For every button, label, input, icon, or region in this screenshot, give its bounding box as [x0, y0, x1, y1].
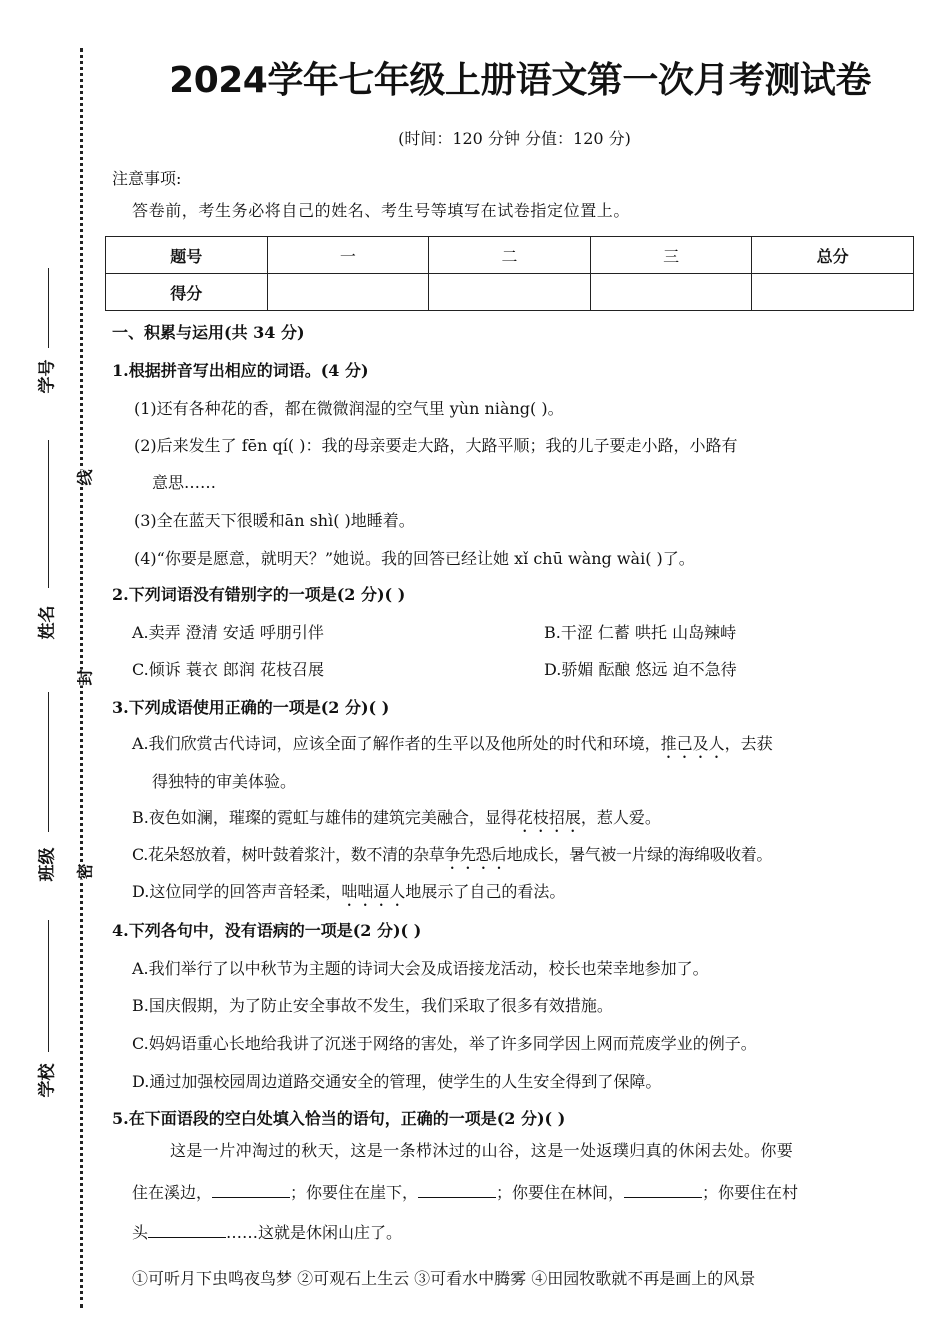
q5-p3-text-a: 头 [132, 1223, 149, 1242]
q5-passage-line-3 [132, 1220, 402, 1243]
notice-text: 答卷前，考生务必将自己的姓名、考生号等填写在试卷指定位置上。 [132, 201, 631, 220]
q3-b-text-1: B.夜色如澜，璀璨的霓虹与雄伟的建筑完美融合，显得 [132, 808, 517, 827]
q5-passage-line-1: 这是一片冲淘过的秋天，这是一条栉沐过的山谷，这是一处返璞归真的休闲去处。你要 [170, 1141, 794, 1160]
q3-option-b[interactable] [132, 805, 661, 836]
q1-item-3: (3)全在蓝天下很暖和ān shì( )地睡着。 [134, 511, 415, 530]
score-table [105, 236, 914, 311]
cell-question-number: 题号 [106, 237, 268, 274]
q1-stem: 1.根据拼音写出相应的词语。(4 分) [112, 361, 369, 380]
q3-b-idiom: 花枝招展 [516, 808, 581, 827]
q3-option-a[interactable] [132, 731, 773, 762]
cell-total: 总分 [752, 237, 914, 274]
q3-d-text-1: D.这位同学的回答声音轻柔， [132, 882, 342, 901]
q3-c-text-2: 地成长，暑气被一片绿的海绵吸收着。 [506, 845, 772, 864]
q5-p2-text-a: 住在溪边， [132, 1183, 213, 1202]
q5-p2-text-c: ；你要住在林间， [496, 1183, 625, 1202]
q3-c-text-1: C.花朵怒放着，树叶鼓着浆汁，数不清的杂草 [132, 845, 445, 864]
school-label: 学校 [37, 1063, 58, 1098]
cell-part-3: 三 [590, 237, 752, 274]
q3-option-c[interactable] [132, 842, 772, 873]
exam-title: 2024学年七年级上册语文第一次月考测试卷 [169, 60, 871, 101]
q2-stem: 2.下列词语没有错别字的一项是(2 分)( ) [112, 585, 406, 604]
name-line[interactable] [48, 440, 49, 588]
q4-option-c[interactable]: C.妈妈语重心长地给我讲了沉迷于网络的害处，举了许多同学因上网而荒废学业的例子。 [132, 1034, 757, 1053]
q2-option-b[interactable]: B.干涩 仁蓄 哄托 山岛辣峙 [544, 623, 737, 642]
score-input-part-3[interactable] [590, 274, 752, 311]
q4-option-a[interactable]: A.我们举行了以中秋节为主题的诗词大会及成语接龙活动，校长也荣幸地参加了。 [132, 959, 709, 978]
q5-stem: 5.在下面语段的空白处填入恰当的语句，正确的一项是(2 分)( ) [112, 1109, 566, 1128]
q3-a-text-1: A.我们欣赏古代诗词，应该全面了解作者的生平以及他所处的时代和环境， [132, 734, 661, 753]
section-1-title: 一、积累与运用(共 34 分) [112, 323, 305, 342]
q3-a-idiom: 推己及人 [660, 734, 725, 753]
q5-p2-text-d: ；你要住在村 [702, 1183, 799, 1202]
seal-char-line: 线 [71, 469, 98, 485]
school-line[interactable] [48, 920, 49, 1052]
q1-item-4: (4)“你要是愿意，就明天？”她说。我的回答已经让她 xǐ chū wàng wài( )了。 [134, 549, 695, 568]
q3-d-idiom: 咄咄逼人 [341, 882, 406, 901]
q2-option-d[interactable]: D.骄媚 酝酿 悠远 迫不急待 [544, 660, 737, 679]
notice-label: 注意事项: [112, 169, 182, 188]
score-input-total[interactable] [752, 274, 914, 311]
q3-c-idiom: 争先恐后 [444, 845, 507, 864]
q3-d-text-2: 地展示了自己的看法。 [405, 882, 566, 901]
q5-blank-4[interactable] [148, 1223, 226, 1238]
q3-option-a-cont: 得独特的审美体验。 [152, 772, 297, 791]
q2-option-c[interactable]: C.倾诉 蓑衣 郎润 花枝召展 [132, 660, 325, 679]
student-id-line[interactable] [48, 268, 49, 348]
score-input-part-2[interactable] [429, 274, 591, 311]
q4-stem: 4.下列各句中，没有语病的一项是(2 分)( ) [112, 921, 422, 940]
seal-char-secret: 密 [71, 863, 98, 879]
seal-char-seal: 封 [71, 669, 98, 685]
q5-passage-line-2 [132, 1180, 798, 1203]
q3-a-text-2: ，去获 [724, 734, 773, 753]
q3-b-text-2: ，惹人爱。 [580, 808, 661, 827]
q5-p2-text-b: ；你要住在崖下， [290, 1183, 419, 1202]
score-table-score-row [106, 274, 914, 311]
q5-blank-2[interactable] [418, 1183, 496, 1198]
cell-part-1: 一 [267, 237, 429, 274]
q3-stem: 3.下列成语使用正确的一项是(2 分)( ) [112, 698, 390, 717]
score-input-part-1[interactable] [267, 274, 429, 311]
q1-item-1: (1)还有各种花的香，都在微微润湿的空气里 yùn niàng( )。 [134, 399, 564, 418]
cell-score-label: 得分 [106, 274, 268, 311]
q5-blank-3[interactable] [624, 1183, 702, 1198]
exam-time-score: (时间：120 分钟 分值：120 分) [398, 129, 631, 148]
name-label: 姓名 [37, 605, 58, 640]
q3-option-d[interactable] [132, 879, 565, 910]
class-label: 班级 [37, 847, 58, 882]
q2-option-a[interactable]: A.卖弄 澄清 安适 呼朋引伴 [132, 623, 324, 642]
student-id-label: 学号 [37, 359, 58, 394]
q1-item-2: (2)后来发生了 fēn qí( )：我的母亲要走大路，大路平顺；我的儿子要走小路，小路有 [134, 436, 738, 455]
binding-margin [0, 0, 100, 1344]
q5-p3-text-b: ……这就是休闲山庄了。 [226, 1223, 403, 1242]
q5-options: ①可听月下虫鸣夜鸟梦 ②可观石上生云 ③可看水中腾雾 ④田园牧歌就不再是画上的风景 [132, 1269, 756, 1288]
class-line[interactable] [48, 692, 49, 832]
q4-option-b[interactable]: B.国庆假期，为了防止安全事故不发生，我们采取了很多有效措施。 [132, 996, 613, 1015]
q1-item-2-cont: 意思…… [152, 473, 217, 492]
q4-option-d[interactable]: D.通过加强校园周边道路交通安全的管理，使学生的人生安全得到了保障。 [132, 1072, 662, 1091]
cell-part-2: 二 [429, 237, 591, 274]
q5-blank-1[interactable] [212, 1183, 290, 1198]
score-table-header-row [106, 237, 914, 274]
